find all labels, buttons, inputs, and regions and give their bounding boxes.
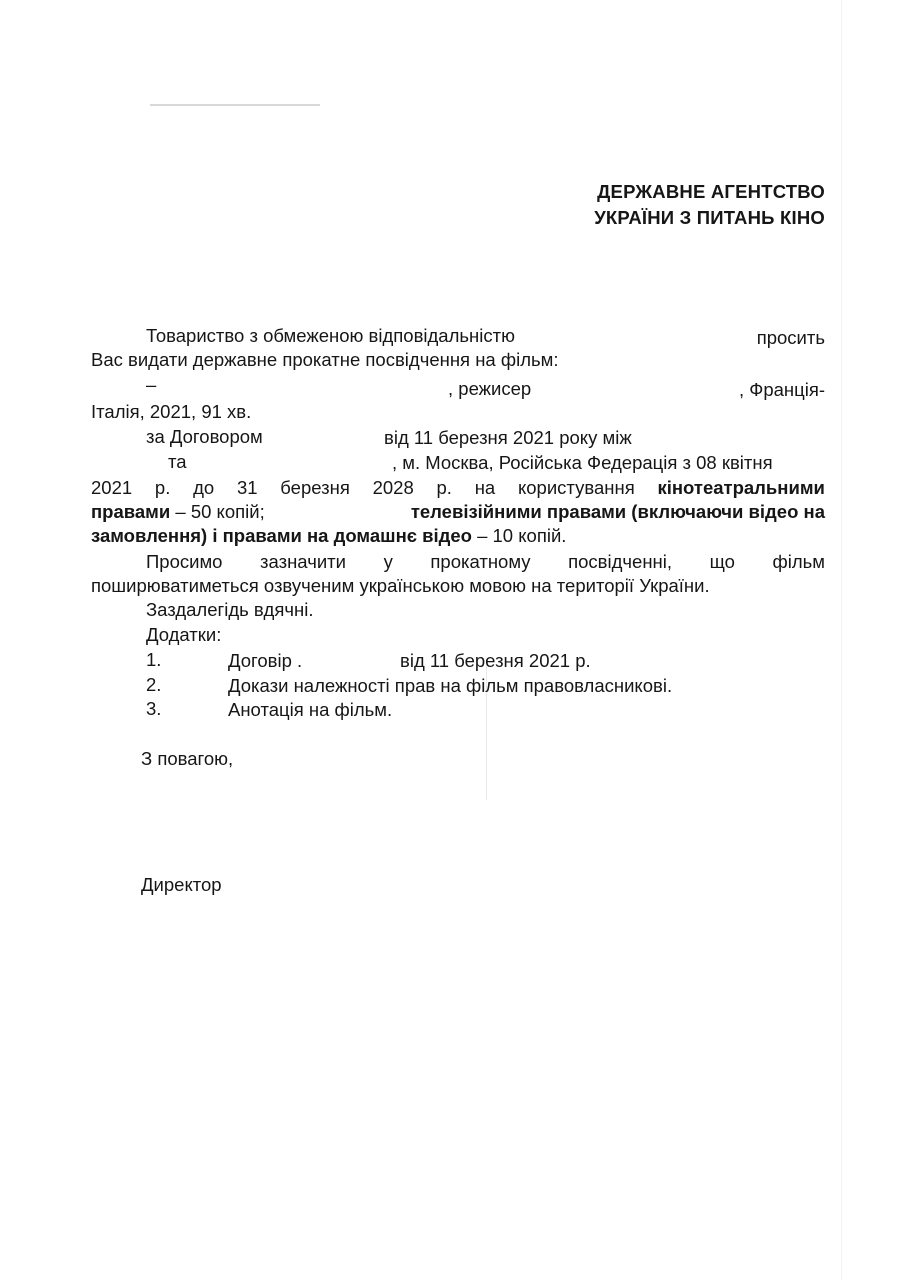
request-line-2: Вас видати державне прокатне посвідчення на фільм: bbox=[91, 349, 559, 370]
note-line-2: поширюватиметься озвученим українською мовою на території України. bbox=[91, 575, 710, 596]
company-name-text: Товариство з обмеженою відповідальністю bbox=[146, 325, 515, 346]
word: зазначити bbox=[260, 551, 346, 572]
director-label: , режисер bbox=[448, 378, 532, 399]
scan-artifact bbox=[150, 104, 320, 106]
attachment-2-text: Докази належності прав на фільм правовласникові. bbox=[228, 675, 673, 696]
rights-cinema-line bbox=[91, 500, 265, 524]
rights-tv-label: телевізійними правами (включаючи відео на bbox=[410, 501, 825, 522]
title-dash: – bbox=[146, 374, 157, 395]
word: прокатному bbox=[430, 551, 531, 572]
word: що bbox=[709, 551, 735, 572]
word: 2021 bbox=[91, 477, 133, 498]
word: р. bbox=[436, 477, 452, 498]
word: посвідченні, bbox=[568, 551, 673, 572]
request-verb: просить bbox=[756, 327, 825, 348]
addressee-block bbox=[594, 179, 825, 231]
scan-artifact bbox=[841, 0, 842, 1280]
cinema-copies: – 50 копій; bbox=[175, 501, 265, 522]
rights-tv-line-2 bbox=[91, 524, 566, 548]
attachment-3-number: 3. bbox=[146, 698, 162, 719]
rights-cinema-label-2: правами bbox=[91, 501, 171, 522]
contract-lead: за Договором bbox=[146, 426, 263, 447]
attachment-2-number: 2. bbox=[146, 674, 162, 695]
contract-term-line bbox=[91, 476, 825, 500]
word: до bbox=[193, 477, 215, 498]
word: 2028 bbox=[372, 477, 414, 498]
addressee-line-1: ДЕРЖАВНЕ АГЕНТСТВО bbox=[597, 181, 825, 202]
attachment-3-text: Анотація на фільм. bbox=[228, 699, 393, 720]
rights-tv-label-2: замовлення) і правами на домашнє відео bbox=[91, 525, 472, 546]
contract-date: від 11 березня 2021 року між bbox=[384, 427, 632, 448]
signature-title: Директор bbox=[141, 874, 222, 895]
attachment-1-text-end: від 11 березня 2021 р. bbox=[400, 650, 591, 671]
tv-copies: – 10 копій. bbox=[477, 525, 567, 546]
thanks-text: Заздалегідь вдячні. bbox=[146, 599, 314, 620]
note-line-1 bbox=[146, 550, 825, 574]
rights-cinema-label: кінотеатральними bbox=[657, 477, 825, 498]
word: користування bbox=[517, 477, 635, 498]
contract-and: та bbox=[168, 451, 187, 472]
word: фільм bbox=[772, 551, 825, 572]
attachment-1-text-start: Договір . bbox=[228, 650, 303, 671]
word: 31 bbox=[236, 477, 258, 498]
country-start: , Франція- bbox=[738, 379, 825, 400]
word: р. bbox=[154, 477, 171, 498]
attachment-1-number: 1. bbox=[146, 649, 162, 670]
word: Просимо bbox=[146, 551, 223, 572]
word: березня bbox=[280, 477, 350, 498]
word: у bbox=[383, 551, 393, 572]
contract-city: , м. Москва, Російська Федерація з 08 квітня bbox=[392, 452, 773, 473]
word: на bbox=[474, 477, 496, 498]
country-end: Італія, 2021, 91 хв. bbox=[91, 401, 252, 422]
attachments-heading: Додатки: bbox=[146, 624, 222, 645]
closing-text: З повагою, bbox=[141, 748, 234, 769]
addressee-line-2: УКРАЇНИ З ПИТАНЬ КІНО bbox=[594, 207, 825, 228]
